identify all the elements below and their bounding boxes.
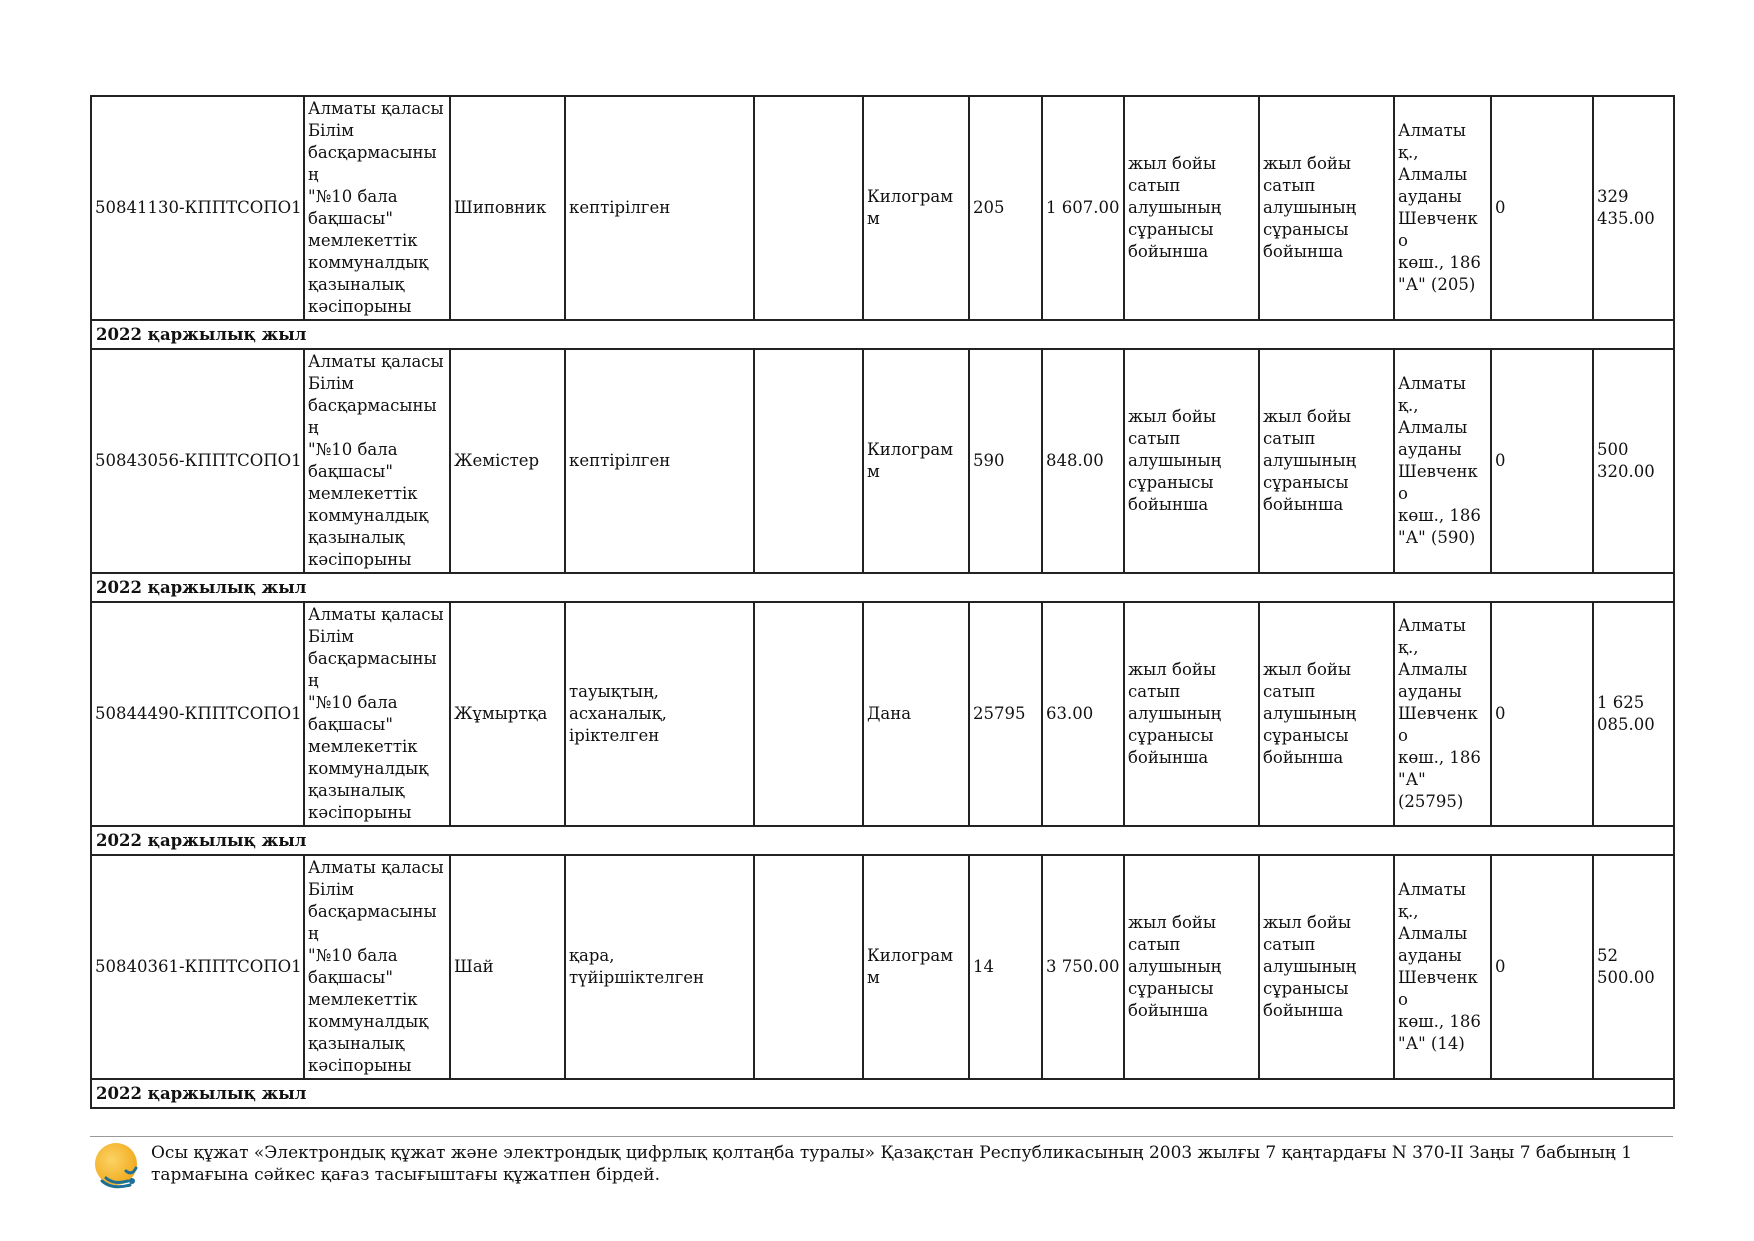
extra-description-cell: [754, 96, 863, 320]
price-cell: 1 607.00: [1042, 96, 1124, 320]
delivery-place-cell: Алматы қ., Алмалы ауданы Шевченко көш., 186 "А" (205): [1394, 96, 1491, 320]
table-row: [91, 349, 1674, 573]
fiscal-year-row: [91, 826, 1674, 855]
table-row: [91, 96, 1674, 320]
delivery-term-cell: жыл бойы сатып алушының сұранысы бойынша: [1124, 349, 1259, 573]
item-description-cell: кептірілген: [565, 349, 754, 573]
egov-seal-icon: [92, 1141, 142, 1191]
total-sum-cell: 500 320.00: [1593, 349, 1674, 573]
delivery-term-cell: жыл бойы сатып алушының сұранысы бойынша: [1124, 602, 1259, 826]
item-description-cell: қара, түйіршіктелген: [565, 855, 754, 1079]
table-row: [91, 602, 1674, 826]
delivery-term-cell: жыл бойы сатып алушының сұранысы бойынша: [1259, 349, 1394, 573]
unit-cell: Дана: [863, 602, 969, 826]
quantity-cell: 205: [969, 96, 1042, 320]
advance-cell: 0: [1491, 855, 1593, 1079]
item-code-cell: 50840361-КППТСОПО1: [91, 855, 304, 1079]
item-description-cell: тауықтың, асханалық, іріктелген: [565, 602, 754, 826]
total-sum-cell: 52 500.00: [1593, 855, 1674, 1079]
delivery-term-cell: жыл бойы сатып алушының сұранысы бойынша: [1124, 96, 1259, 320]
delivery-term-cell: жыл бойы сатып алушының сұранысы бойынша: [1259, 855, 1394, 1079]
total-sum-cell: 1 625 085.00: [1593, 602, 1674, 826]
advance-cell: 0: [1491, 96, 1593, 320]
procurement-table: [90, 95, 1675, 1109]
fiscal-year-label: 2022 қаржылық жыл: [91, 320, 1674, 349]
item-code-cell: 50841130-КППТСОПО1: [91, 96, 304, 320]
fiscal-year-row: [91, 1079, 1674, 1108]
extra-description-cell: [754, 349, 863, 573]
fiscal-year-row: [91, 320, 1674, 349]
item-code-cell: 50843056-КППТСОПО1: [91, 349, 304, 573]
customer-cell: Алматы қаласы Білім басқармасының "№10 бала бақшасы" мемлекеттік коммуналдық қазыналық кәсіпорыны: [304, 855, 450, 1079]
quantity-cell: 25795: [969, 602, 1042, 826]
delivery-term-cell: жыл бойы сатып алушының сұранысы бойынша: [1259, 602, 1394, 826]
quantity-cell: 590: [969, 349, 1042, 573]
fiscal-year-label: 2022 қаржылық жыл: [91, 1079, 1674, 1108]
delivery-place-cell: Алматы қ., Алмалы ауданы Шевченко көш., 186 "А" (590): [1394, 349, 1491, 573]
unit-cell: Килограмм: [863, 349, 969, 573]
fiscal-year-label: 2022 қаржылық жыл: [91, 826, 1674, 855]
item-name-cell: Жемістер: [450, 349, 565, 573]
delivery-place-cell: Алматы қ., Алмалы ауданы Шевченко көш., 186 "А" (25795): [1394, 602, 1491, 826]
legal-notice: Осы құжат «Электрондық құжат және электрондық цифрлық қолтаңба туралы» Қазақстан Республикасының 2003 жылғы 7 қаңтардағы N 370-II Заңы 7 бабының 1 тармағына сәйкес қағаз тасығыштағы құжатпен бірдей.: [151, 1143, 1633, 1185]
extra-description-cell: [754, 855, 863, 1079]
customer-cell: Алматы қаласы Білім басқармасының "№10 бала бақшасы" мемлекеттік коммуналдық қазыналық кәсіпорыны: [304, 349, 450, 573]
item-code-cell: 50844490-КППТСОПО1: [91, 602, 304, 826]
fiscal-year-label: 2022 қаржылық жыл: [91, 573, 1674, 602]
delivery-term-cell: жыл бойы сатып алушының сұранысы бойынша: [1124, 855, 1259, 1079]
item-name-cell: Шиповник: [450, 96, 565, 320]
delivery-term-cell: жыл бойы сатып алушының сұранысы бойынша: [1259, 96, 1394, 320]
item-name-cell: Жұмыртқа: [450, 602, 565, 826]
price-cell: 848.00: [1042, 349, 1124, 573]
advance-cell: 0: [1491, 602, 1593, 826]
delivery-place-cell: Алматы қ., Алмалы ауданы Шевченко көш., 186 "А" (14): [1394, 855, 1491, 1079]
unit-cell: Килограмм: [863, 96, 969, 320]
advance-cell: 0: [1491, 349, 1593, 573]
item-description-cell: кептірілген: [565, 96, 754, 320]
footer-divider: [90, 1136, 1673, 1137]
price-cell: 3 750.00: [1042, 855, 1124, 1079]
price-cell: 63.00: [1042, 602, 1124, 826]
fiscal-year-row: [91, 573, 1674, 602]
customer-cell: Алматы қаласы Білім басқармасының "№10 бала бақшасы" мемлекеттік коммуналдық қазыналық кәсіпорыны: [304, 96, 450, 320]
quantity-cell: 14: [969, 855, 1042, 1079]
extra-description-cell: [754, 602, 863, 826]
table-row: [91, 855, 1674, 1079]
customer-cell: Алматы қаласы Білім басқармасының "№10 бала бақшасы" мемлекеттік коммуналдық қазыналық кәсіпорыны: [304, 602, 450, 826]
item-name-cell: Шай: [450, 855, 565, 1079]
total-sum-cell: 329 435.00: [1593, 96, 1674, 320]
unit-cell: Килограмм: [863, 855, 969, 1079]
